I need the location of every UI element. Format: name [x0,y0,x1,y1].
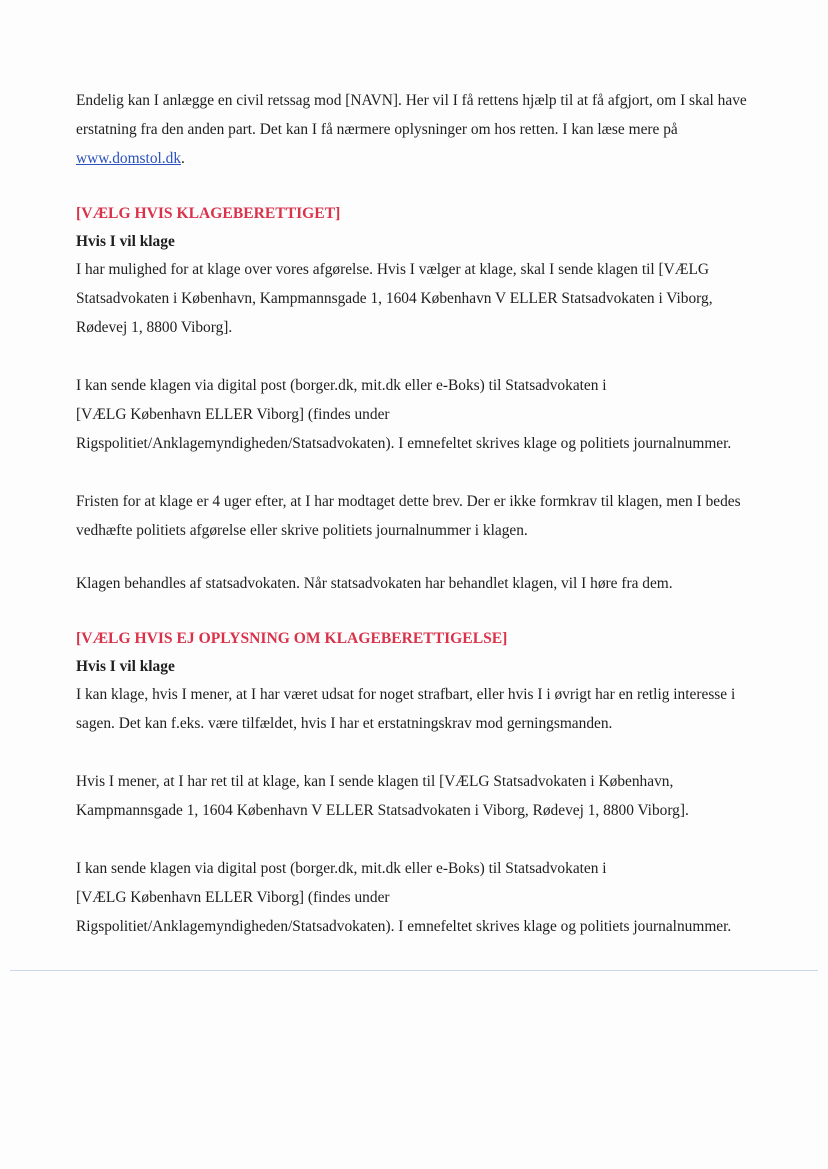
section1-paragraph-2 [76,371,748,458]
section1-p2-line1: I kan sende klagen via digital post (borger.dk, mit.dk eller e-Boks) til Statsadvokaten i [76,377,607,394]
intro-period: . [181,150,185,167]
section2-p3-line3: Rigspolitiet/Anklagemyndigheden/Statsadvokaten). I emnefeltet skrives klage og politiets journalnummer. [76,918,732,935]
section2-heading: [VÆLG HVIS EJ OPLYSNING OM KLAGEBERETTIGELSE] [76,630,508,647]
intro-paragraph [76,86,748,173]
section2-p3-line1: I kan sende klagen via digital post (borger.dk, mit.dk eller e-Boks) til Statsadvokaten i [76,860,607,877]
section1-p2-line3: Rigspolitiet/Anklagemyndigheden/Statsadvokaten). I emnefeltet skrives klage og politiets journalnummer. [76,435,732,452]
scan-artifact-line [10,970,818,971]
section2-paragraph-2: Hvis I mener, at I har ret til at klage, kan I sende klagen til [VÆLG Statsadvokaten i København, Kampmannsgade 1, 1604 København V ELLER Statsadvokaten i Viborg, Rødevej 1, 8800 Viborg]. [76,773,689,819]
section1-heading: [VÆLG HVIS KLAGEBERETTIGET] [76,205,341,222]
intro-text: Endelig kan I anlægge en civil retssag mod [NAVN]. Her vil I få rettens hjælp til at få afgjort, om I skal have erstatning fra den anden part. Det kan I få nærmere oplysninger om hos retten. I kan læse mere på [76,92,747,138]
section2-subheading: Hvis I vil klage [76,658,175,675]
domstol-link[interactable]: www.domstol.dk [76,150,182,167]
section1-paragraph-1: I har mulighed for at klage over vores afgørelse. Hvis I vælger at klage, skal I sende klagen til [VÆLG Statsadvokaten i København, Kampmannsgade 1, 1604 København V ELLER Statsadvokaten i Viborg, Rødevej 1, 8800 Viborg]. [76,261,713,336]
section1-paragraph-3: Fristen for at klage er 4 uger efter, at I har modtaget dette brev. Der er ikke formkrav til klagen, men I bedes vedhæfte politiets afgørelse eller skrive politiets journalnummer i klagen. [76,493,741,539]
section1-p2-line2: [VÆLG København ELLER Viborg] (findes under [76,406,390,423]
section1-subheading: Hvis I vil klage [76,233,175,250]
section2-p3-line2: [VÆLG København ELLER Viborg] (findes under [76,889,390,906]
document-page [76,86,748,941]
section2-paragraph-3 [76,854,748,941]
section1-paragraph-4: Klagen behandles af statsadvokaten. Når statsadvokaten har behandlet klagen, vil I høre fra dem. [76,575,673,592]
section2-paragraph-1: I kan klage, hvis I mener, at I har været udsat for noget strafbart, eller hvis I i øvrigt har en retlig interesse i sagen. Det kan f.eks. være tilfældet, hvis I har et erstatningskrav mod gerningsmanden. [76,686,736,732]
